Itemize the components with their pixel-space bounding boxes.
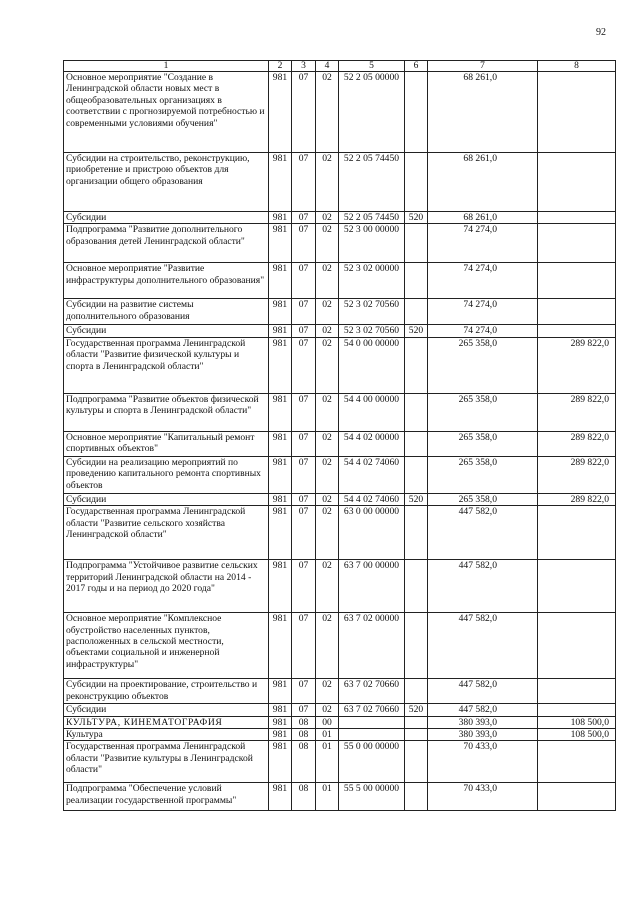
cell-amount-2: 289 822,0 xyxy=(538,431,616,456)
cell-target-code: 54 4 02 00000 xyxy=(339,431,405,456)
cell-section: 07 xyxy=(292,679,316,704)
row-name: Государственная программа Ленинградской области "Развитие сельского хозяйства Ленинградской области" xyxy=(64,506,269,560)
cell-subsection: 02 xyxy=(316,337,339,393)
page-number: 92 xyxy=(596,27,606,38)
cell-amount-1: 380 393,0 xyxy=(428,729,538,741)
cell-amount-1: 70 433,0 xyxy=(428,741,538,783)
cell-subsection: 01 xyxy=(316,741,339,783)
cell-expense-type xyxy=(405,72,428,153)
cell-section: 08 xyxy=(292,741,316,783)
cell-amount-1: 265 358,0 xyxy=(428,337,538,393)
cell-subsection: 02 xyxy=(316,299,339,325)
cell-ministry: 981 xyxy=(269,613,292,679)
cell-target-code: 63 7 02 70660 xyxy=(339,679,405,704)
cell-amount-1: 447 582,0 xyxy=(428,613,538,679)
row-name: Основное мероприятие "Комплексное обустройство населенных пунктов, расположенных в сельской местности, объектами социальной и инженерной инфраструктуры" xyxy=(64,613,269,679)
table-row xyxy=(64,299,616,325)
cell-subsection: 02 xyxy=(316,393,339,431)
row-name: Субсидии xyxy=(64,704,269,716)
cell-expense-type xyxy=(405,783,428,811)
cell-amount-2 xyxy=(538,704,616,716)
cell-section: 07 xyxy=(292,560,316,613)
cell-amount-2 xyxy=(538,679,616,704)
cell-expense-type: 520 xyxy=(405,704,428,716)
cell-amount-2 xyxy=(538,741,616,783)
cell-section: 07 xyxy=(292,393,316,431)
table-row xyxy=(64,393,616,431)
cell-section: 07 xyxy=(292,704,316,716)
cell-amount-1: 70 433,0 xyxy=(428,783,538,811)
cell-amount-2: 108 500,0 xyxy=(538,729,616,741)
cell-expense-type xyxy=(405,716,428,728)
cell-amount-1: 74 274,0 xyxy=(428,299,538,325)
cell-amount-2 xyxy=(538,263,616,299)
row-name: Основное мероприятие "Развитие инфраструктуры дополнительного образования" xyxy=(64,263,269,299)
cell-subsection: 02 xyxy=(316,431,339,456)
cell-ministry: 981 xyxy=(269,741,292,783)
cell-ministry: 981 xyxy=(269,224,292,263)
row-name: Основное мероприятие "Капитальный ремонт спортивных объектов" xyxy=(64,431,269,456)
cell-section: 07 xyxy=(292,431,316,456)
cell-expense-type xyxy=(405,431,428,456)
cell-expense-type xyxy=(405,337,428,393)
header-col-6: 6 xyxy=(405,61,428,72)
cell-ministry: 981 xyxy=(269,704,292,716)
cell-target-code: 63 7 02 00000 xyxy=(339,613,405,679)
cell-amount-2: 289 822,0 xyxy=(538,393,616,431)
cell-amount-1: 447 582,0 xyxy=(428,679,538,704)
cell-ministry: 981 xyxy=(269,506,292,560)
cell-subsection: 02 xyxy=(316,613,339,679)
cell-expense-type xyxy=(405,299,428,325)
cell-ministry: 981 xyxy=(269,716,292,728)
cell-expense-type xyxy=(405,506,428,560)
cell-subsection: 02 xyxy=(316,153,339,212)
cell-ministry: 981 xyxy=(269,493,292,505)
cell-section: 07 xyxy=(292,325,316,337)
cell-subsection: 02 xyxy=(316,506,339,560)
cell-amount-2 xyxy=(538,613,616,679)
cell-subsection: 02 xyxy=(316,325,339,337)
cell-expense-type xyxy=(405,153,428,212)
cell-expense-type xyxy=(405,393,428,431)
header-col-8: 8 xyxy=(538,61,616,72)
cell-amount-1: 74 274,0 xyxy=(428,325,538,337)
cell-subsection: 02 xyxy=(316,212,339,224)
cell-subsection: 02 xyxy=(316,456,339,493)
cell-ministry: 981 xyxy=(269,263,292,299)
cell-target-code: 52 3 02 70560 xyxy=(339,325,405,337)
cell-expense-type xyxy=(405,729,428,741)
header-col-4: 4 xyxy=(316,61,339,72)
cell-ministry: 981 xyxy=(269,679,292,704)
cell-amount-1: 380 393,0 xyxy=(428,716,538,728)
budget-table xyxy=(63,60,616,811)
cell-target-code: 54 4 00 00000 xyxy=(339,393,405,431)
row-name: Государственная программа Ленинградской области "Развитие физической культуры и спорта в Ленинградской области" xyxy=(64,337,269,393)
table-row xyxy=(64,560,616,613)
header-col-5: 5 xyxy=(339,61,405,72)
cell-section: 07 xyxy=(292,506,316,560)
cell-expense-type xyxy=(405,263,428,299)
cell-section: 07 xyxy=(292,337,316,393)
table-row xyxy=(64,337,616,393)
row-name: КУЛЬТУРА, КИНЕМАТОГРАФИЯ xyxy=(64,716,269,728)
cell-amount-2 xyxy=(538,325,616,337)
cell-target-code: 52 3 00 00000 xyxy=(339,224,405,263)
cell-subsection: 01 xyxy=(316,783,339,811)
cell-amount-1: 265 358,0 xyxy=(428,431,538,456)
cell-ministry: 981 xyxy=(269,299,292,325)
cell-target-code: 63 7 02 70660 xyxy=(339,704,405,716)
cell-ministry: 981 xyxy=(269,431,292,456)
table-header-row xyxy=(64,61,616,72)
cell-expense-type xyxy=(405,679,428,704)
cell-expense-type xyxy=(405,224,428,263)
cell-target-code: 54 4 02 74060 xyxy=(339,493,405,505)
cell-ministry: 981 xyxy=(269,212,292,224)
table-row xyxy=(64,783,616,811)
table-row xyxy=(64,431,616,456)
cell-amount-2 xyxy=(538,783,616,811)
cell-target-code: 55 5 00 00000 xyxy=(339,783,405,811)
cell-ministry: 981 xyxy=(269,783,292,811)
cell-section: 07 xyxy=(292,493,316,505)
table-row xyxy=(64,679,616,704)
cell-subsection: 02 xyxy=(316,679,339,704)
cell-amount-1: 265 358,0 xyxy=(428,456,538,493)
header-col-7: 7 xyxy=(428,61,538,72)
row-name: Культура xyxy=(64,729,269,741)
header-col-1: 1 xyxy=(64,61,269,72)
row-name: Подпрограмма "Устойчивое развитие сельских территорий Ленинградской области на 2014 - 2017 годы и на период до 2020 года" xyxy=(64,560,269,613)
cell-amount-2 xyxy=(538,153,616,212)
cell-target-code xyxy=(339,716,405,728)
cell-ministry: 981 xyxy=(269,325,292,337)
cell-target-code: 52 2 05 00000 xyxy=(339,72,405,153)
cell-section: 07 xyxy=(292,263,316,299)
cell-section: 07 xyxy=(292,299,316,325)
cell-subsection: 02 xyxy=(316,72,339,153)
cell-ministry: 981 xyxy=(269,337,292,393)
cell-amount-2 xyxy=(538,560,616,613)
table-row xyxy=(64,325,616,337)
table-row xyxy=(64,263,616,299)
cell-subsection: 00 xyxy=(316,716,339,728)
cell-ministry: 981 xyxy=(269,393,292,431)
table-row xyxy=(64,212,616,224)
cell-amount-2 xyxy=(538,224,616,263)
cell-amount-1: 447 582,0 xyxy=(428,560,538,613)
row-name: Подпрограмма "Развитие дополнительного образования детей Ленинградской области" xyxy=(64,224,269,263)
row-name: Субсидии на реализацию мероприятий по проведению капитального ремонта спортивных объектов xyxy=(64,456,269,493)
table-row xyxy=(64,493,616,505)
cell-amount-1: 265 358,0 xyxy=(428,393,538,431)
cell-amount-1: 265 358,0 xyxy=(428,493,538,505)
cell-amount-1: 68 261,0 xyxy=(428,72,538,153)
cell-target-code xyxy=(339,729,405,741)
cell-section: 07 xyxy=(292,613,316,679)
cell-section: 07 xyxy=(292,212,316,224)
cell-expense-type xyxy=(405,741,428,783)
cell-section: 07 xyxy=(292,153,316,212)
cell-target-code: 55 0 00 00000 xyxy=(339,741,405,783)
cell-section: 07 xyxy=(292,224,316,263)
row-name: Субсидии xyxy=(64,325,269,337)
cell-expense-type: 520 xyxy=(405,493,428,505)
cell-amount-2: 108 500,0 xyxy=(538,716,616,728)
row-name: Субсидии xyxy=(64,212,269,224)
cell-amount-2: 289 822,0 xyxy=(538,337,616,393)
row-name: Государственная программа Ленинградской области "Развитие культуры в Ленинградской области" xyxy=(64,741,269,783)
cell-expense-type xyxy=(405,560,428,613)
cell-amount-1: 68 261,0 xyxy=(428,153,538,212)
cell-amount-2 xyxy=(538,506,616,560)
cell-ministry: 981 xyxy=(269,560,292,613)
table-row xyxy=(64,224,616,263)
cell-subsection: 02 xyxy=(316,560,339,613)
table-row xyxy=(64,741,616,783)
row-name: Субсидии на строительство, реконструкцию, приобретение и пристрою объектов для организации общего образования xyxy=(64,153,269,212)
cell-ministry: 981 xyxy=(269,153,292,212)
row-name: Подпрограмма "Развитие объектов физической культуры и спорта в Ленинградской области" xyxy=(64,393,269,431)
cell-amount-1: 447 582,0 xyxy=(428,704,538,716)
cell-subsection: 01 xyxy=(316,729,339,741)
cell-subsection: 02 xyxy=(316,704,339,716)
cell-subsection: 02 xyxy=(316,263,339,299)
cell-expense-type xyxy=(405,613,428,679)
header-col-3: 3 xyxy=(292,61,316,72)
row-name: Субсидии на развитие системы дополнительного образования xyxy=(64,299,269,325)
table-row xyxy=(64,613,616,679)
cell-target-code: 63 7 00 00000 xyxy=(339,560,405,613)
cell-amount-2 xyxy=(538,212,616,224)
row-name: Субсидии xyxy=(64,493,269,505)
cell-amount-2 xyxy=(538,299,616,325)
table-row xyxy=(64,716,616,728)
cell-target-code: 52 2 05 74450 xyxy=(339,153,405,212)
table-row xyxy=(64,153,616,212)
table-row xyxy=(64,72,616,153)
cell-ministry: 981 xyxy=(269,456,292,493)
table-row xyxy=(64,456,616,493)
cell-amount-2: 289 822,0 xyxy=(538,493,616,505)
cell-section: 07 xyxy=(292,456,316,493)
cell-target-code: 54 0 00 00000 xyxy=(339,337,405,393)
cell-expense-type: 520 xyxy=(405,325,428,337)
cell-amount-1: 74 274,0 xyxy=(428,224,538,263)
cell-target-code: 63 0 00 00000 xyxy=(339,506,405,560)
cell-expense-type: 520 xyxy=(405,212,428,224)
cell-subsection: 02 xyxy=(316,493,339,505)
cell-subsection: 02 xyxy=(316,224,339,263)
row-name: Основное мероприятие "Создание в Ленинградской области новых мест в общеобразовательных организациях в соответствии с прогнозируемой потребностью и современными условиями обучения" xyxy=(64,72,269,153)
cell-target-code: 52 3 02 70560 xyxy=(339,299,405,325)
cell-amount-1: 68 261,0 xyxy=(428,212,538,224)
cell-target-code: 52 2 05 74450 xyxy=(339,212,405,224)
cell-amount-1: 74 274,0 xyxy=(428,263,538,299)
cell-section: 07 xyxy=(292,72,316,153)
cell-ministry: 981 xyxy=(269,72,292,153)
cell-amount-2: 289 822,0 xyxy=(538,456,616,493)
cell-ministry: 981 xyxy=(269,729,292,741)
cell-section: 08 xyxy=(292,783,316,811)
table-row xyxy=(64,704,616,716)
cell-amount-2 xyxy=(538,72,616,153)
header-col-2: 2 xyxy=(269,61,292,72)
cell-section: 08 xyxy=(292,716,316,728)
cell-expense-type xyxy=(405,456,428,493)
cell-amount-1: 447 582,0 xyxy=(428,506,538,560)
cell-section: 08 xyxy=(292,729,316,741)
cell-target-code: 52 3 02 00000 xyxy=(339,263,405,299)
table-row xyxy=(64,506,616,560)
cell-target-code: 54 4 02 74060 xyxy=(339,456,405,493)
row-name: Подпрограмма "Обеспечение условий реализации государственной программы" xyxy=(64,783,269,811)
row-name: Субсидии на проектирование, строительство и реконструкцию объектов xyxy=(64,679,269,704)
table-row xyxy=(64,729,616,741)
